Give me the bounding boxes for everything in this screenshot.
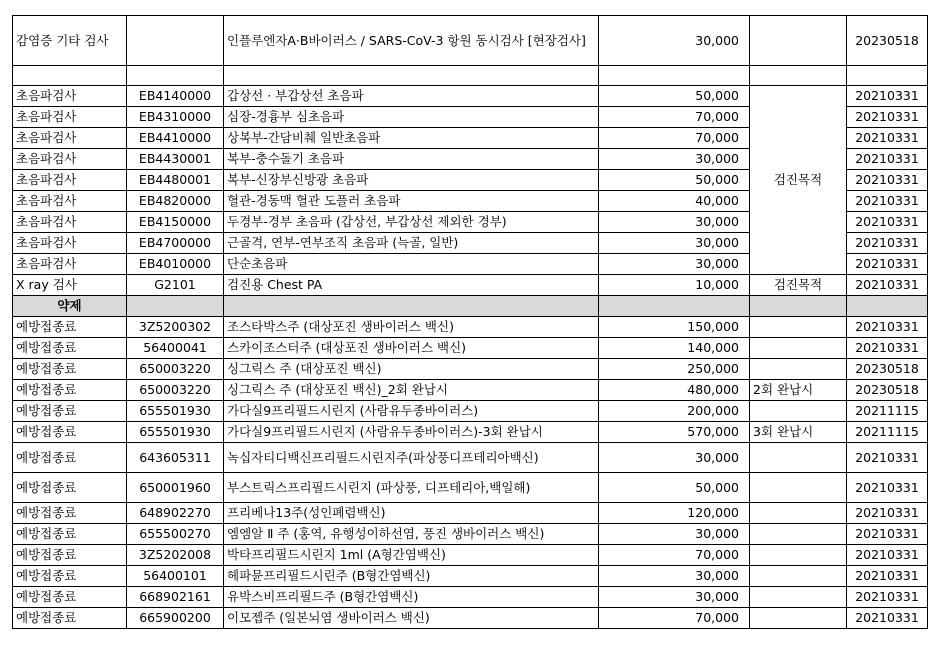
date-cell: 20230518 [847, 16, 928, 66]
code-cell: 650001960 [127, 473, 224, 503]
item-name-cell: 조스타박스주 (대상포진 생바이러스 백신) [224, 317, 599, 338]
date-cell: 20210331 [847, 503, 928, 524]
date-cell: 20210331 [847, 191, 928, 212]
category-cell: 예방접종료 [13, 422, 127, 443]
empty-cell [847, 296, 928, 317]
price-cell: 200,000 [599, 401, 750, 422]
price-cell: 120,000 [599, 503, 750, 524]
empty-cell [127, 66, 224, 86]
code-cell: EB4410000 [127, 128, 224, 149]
code-cell: 56400101 [127, 566, 224, 587]
code-cell: EB4820000 [127, 191, 224, 212]
category-cell: 초음파검사 [13, 170, 127, 191]
table-row [13, 86, 928, 107]
empty-cell [127, 296, 224, 317]
date-cell: 20210331 [847, 608, 928, 629]
code-cell: G2101 [127, 275, 224, 296]
date-cell: 20210331 [847, 545, 928, 566]
table-row [13, 443, 928, 473]
date-cell: 20210331 [847, 275, 928, 296]
price-cell: 30,000 [599, 233, 750, 254]
price-cell: 50,000 [599, 473, 750, 503]
price-cell: 50,000 [599, 86, 750, 107]
date-cell: 20210331 [847, 473, 928, 503]
empty-cell [13, 66, 127, 86]
note-cell: 3회 완납시 [750, 422, 847, 443]
note-cell [750, 608, 847, 629]
item-name-cell: 검진용 Chest PA [224, 275, 599, 296]
section-header-row [13, 296, 928, 317]
code-cell: EB4010000 [127, 254, 224, 275]
price-cell: 30,000 [599, 587, 750, 608]
category-cell: 예방접종료 [13, 524, 127, 545]
category-cell: 예방접종료 [13, 380, 127, 401]
note-cell [750, 473, 847, 503]
item-name-cell: 녹십자티디백신프리필드시린지주(파상풍디프테리아백신) [224, 443, 599, 473]
empty-cell [750, 66, 847, 86]
date-cell: 20210331 [847, 128, 928, 149]
table-row [13, 608, 928, 629]
date-cell: 20210331 [847, 317, 928, 338]
category-cell: 예방접종료 [13, 587, 127, 608]
note-cell [750, 587, 847, 608]
date-cell: 20210331 [847, 587, 928, 608]
category-cell: 초음파검사 [13, 128, 127, 149]
date-cell: 20210331 [847, 170, 928, 191]
code-cell: 650003220 [127, 380, 224, 401]
item-name-cell: 싱그릭스 주 (대상포진 백신)_2회 완납시 [224, 380, 599, 401]
note-cell [750, 524, 847, 545]
category-cell: 예방접종료 [13, 359, 127, 380]
code-cell: EB4140000 [127, 86, 224, 107]
price-cell: 40,000 [599, 191, 750, 212]
category-cell: X ray 검사 [13, 275, 127, 296]
item-name-cell: 프리베나13주(성인폐렴백신) [224, 503, 599, 524]
date-cell: 20211115 [847, 422, 928, 443]
code-cell: 668902161 [127, 587, 224, 608]
category-cell: 초음파검사 [13, 254, 127, 275]
price-cell: 30,000 [599, 443, 750, 473]
blank-row [13, 66, 928, 86]
note-cell [750, 359, 847, 380]
note-cell: 검진목적 [750, 275, 847, 296]
price-cell: 70,000 [599, 107, 750, 128]
table-row [13, 566, 928, 587]
date-cell: 20210331 [847, 338, 928, 359]
code-cell: EB4310000 [127, 107, 224, 128]
item-name-cell: 복부-충수돌기 초음파 [224, 149, 599, 170]
table-row [13, 503, 928, 524]
price-cell: 250,000 [599, 359, 750, 380]
table-row [13, 401, 928, 422]
price-cell: 570,000 [599, 422, 750, 443]
item-name-cell: 인플루엔자A·B바이러스 / SARS-CoV-3 항원 동시검사 [현장검사] [224, 16, 599, 66]
table-row [13, 359, 928, 380]
price-cell: 70,000 [599, 128, 750, 149]
code-cell: 650003220 [127, 359, 224, 380]
table-row [13, 16, 928, 66]
item-name-cell: 싱그릭스 주 (대상포진 백신) [224, 359, 599, 380]
item-name-cell: 단순초음파 [224, 254, 599, 275]
code-cell: 56400041 [127, 338, 224, 359]
note-cell: 2회 완납시 [750, 380, 847, 401]
category-cell: 초음파검사 [13, 86, 127, 107]
date-cell: 20210331 [847, 524, 928, 545]
item-name-cell: 박타프리필드시린지 1ml (A형간염백신) [224, 545, 599, 566]
note-cell: 검진목적 [750, 86, 847, 275]
empty-cell [599, 296, 750, 317]
item-name-cell: 심장-경흉부 심초음파 [224, 107, 599, 128]
price-cell: 30,000 [599, 16, 750, 66]
price-cell: 480,000 [599, 380, 750, 401]
category-cell: 예방접종료 [13, 338, 127, 359]
category-cell: 초음파검사 [13, 233, 127, 254]
category-cell: 초음파검사 [13, 191, 127, 212]
table-row [13, 275, 928, 296]
item-name-cell: 엠엠알 Ⅱ 주 (홍역, 유행성이하선염, 풍진 생바이러스 백신) [224, 524, 599, 545]
code-cell: 3Z5202008 [127, 545, 224, 566]
table-row [13, 545, 928, 566]
item-name-cell: 유박스비프리필드주 (B형간염백신) [224, 587, 599, 608]
empty-cell [599, 66, 750, 86]
note-cell [750, 545, 847, 566]
category-cell: 예방접종료 [13, 473, 127, 503]
date-cell: 20210331 [847, 254, 928, 275]
price-cell: 50,000 [599, 170, 750, 191]
category-cell: 예방접종료 [13, 503, 127, 524]
code-cell: EB4150000 [127, 212, 224, 233]
code-cell: 643605311 [127, 443, 224, 473]
table-row [13, 338, 928, 359]
price-cell: 150,000 [599, 317, 750, 338]
item-name-cell: 스카이조스터주 (대상포진 생바이러스 백신) [224, 338, 599, 359]
empty-cell [750, 296, 847, 317]
date-cell: 20210331 [847, 212, 928, 233]
note-cell [750, 317, 847, 338]
note-cell [750, 338, 847, 359]
empty-cell [224, 66, 599, 86]
price-cell: 30,000 [599, 254, 750, 275]
item-name-cell: 헤파뮨프리필드시린주 (B형간염백신) [224, 566, 599, 587]
category-cell: 예방접종료 [13, 545, 127, 566]
code-cell: 665900200 [127, 608, 224, 629]
note-cell [750, 503, 847, 524]
code-cell: EB4430001 [127, 149, 224, 170]
item-name-cell: 두경부-경부 초음파 (갑상선, 부갑상선 제외한 경부) [224, 212, 599, 233]
table-row [13, 524, 928, 545]
date-cell: 20230518 [847, 380, 928, 401]
note-cell [750, 16, 847, 66]
code-cell: 655501930 [127, 401, 224, 422]
item-name-cell: 근골격, 연부-연부조직 초음파 (늑골, 일반) [224, 233, 599, 254]
price-table [12, 15, 928, 629]
category-cell: 예방접종료 [13, 566, 127, 587]
code-cell: EB4700000 [127, 233, 224, 254]
table-row [13, 317, 928, 338]
category-cell: 예방접종료 [13, 443, 127, 473]
price-cell: 30,000 [599, 149, 750, 170]
date-cell: 20210331 [847, 149, 928, 170]
table-row [13, 380, 928, 401]
price-cell: 30,000 [599, 524, 750, 545]
note-cell [750, 401, 847, 422]
category-cell: 초음파검사 [13, 107, 127, 128]
price-cell: 30,000 [599, 566, 750, 587]
category-cell: 초음파검사 [13, 149, 127, 170]
table-row [13, 422, 928, 443]
category-cell: 초음파검사 [13, 212, 127, 233]
price-cell: 10,000 [599, 275, 750, 296]
date-cell: 20230518 [847, 359, 928, 380]
category-cell: 예방접종료 [13, 608, 127, 629]
item-name-cell: 복부-신장부신방광 초음파 [224, 170, 599, 191]
code-cell: EB4480001 [127, 170, 224, 191]
table-row [13, 587, 928, 608]
note-cell [750, 443, 847, 473]
date-cell: 20210331 [847, 566, 928, 587]
code-cell: 3Z5200302 [127, 317, 224, 338]
note-cell [750, 566, 847, 587]
item-name-cell: 상복부-간담비췌 일반초음파 [224, 128, 599, 149]
code-cell: 648902270 [127, 503, 224, 524]
category-cell: 감염증 기타 검사 [13, 16, 127, 66]
section-title: 약제 [13, 296, 127, 317]
date-cell: 20210331 [847, 86, 928, 107]
item-name-cell: 가다실9프리필드시린지 (사람유두종바이러스) [224, 401, 599, 422]
date-cell: 20210331 [847, 107, 928, 128]
empty-cell [224, 296, 599, 317]
table-row [13, 473, 928, 503]
code-cell: 655500270 [127, 524, 224, 545]
item-name-cell: 이모젭주 (일본뇌염 생바이러스 백신) [224, 608, 599, 629]
date-cell: 20210331 [847, 233, 928, 254]
category-cell: 예방접종료 [13, 317, 127, 338]
date-cell: 20211115 [847, 401, 928, 422]
price-cell: 70,000 [599, 608, 750, 629]
price-cell: 70,000 [599, 545, 750, 566]
price-cell: 30,000 [599, 212, 750, 233]
date-cell: 20210331 [847, 443, 928, 473]
category-cell: 예방접종료 [13, 401, 127, 422]
empty-cell [847, 66, 928, 86]
item-name-cell: 혈관-경동맥 혈관 도플러 초음파 [224, 191, 599, 212]
price-cell: 140,000 [599, 338, 750, 359]
code-cell: 655501930 [127, 422, 224, 443]
item-name-cell: 부스트릭스프리필드시린지 (파상풍, 디프테리아,백일해) [224, 473, 599, 503]
item-name-cell: 갑상선 · 부갑상선 초음파 [224, 86, 599, 107]
item-name-cell: 가다실9프리필드시린지 (사람유두종바이러스)-3회 완납시 [224, 422, 599, 443]
code-cell [127, 16, 224, 66]
